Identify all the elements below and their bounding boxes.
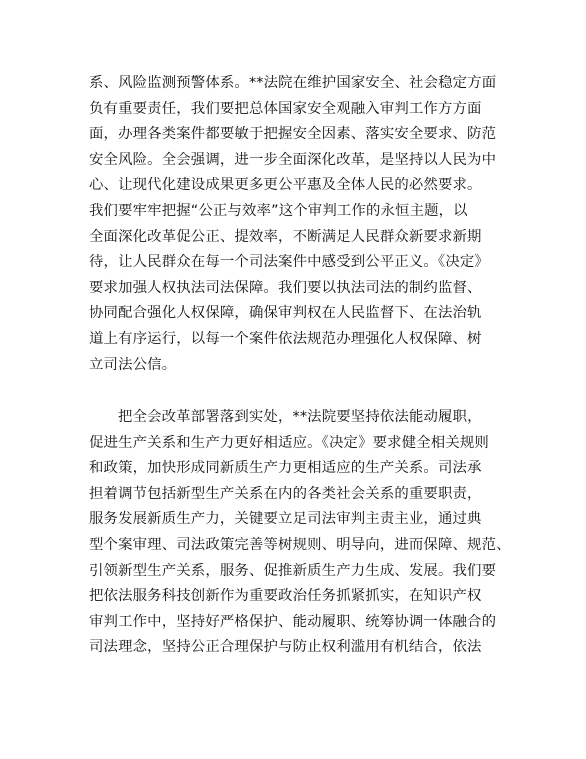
paragraph-line: 要求加强人权执法司法保障。我们要以执法司法的制约监督、 <box>89 279 482 296</box>
paragraph-line: 全面深化改革促公正、提效率，不断满足人民群众新要求新期 <box>89 228 482 245</box>
paragraph-line: 把依法服务科技创新作为重要政治任务抓紧抓实，在知识产权 <box>89 588 482 605</box>
paragraph-line: 担着调节包括新型生产关系在内的各类社会关系的重要职责， <box>89 485 482 502</box>
paragraph-line: 立司法公信。 <box>89 356 177 373</box>
paragraph-line: 我们要牢牢把握“公正与效率”这个审判工作的永恒主题，以 <box>89 202 468 219</box>
paragraph-reform-implementation <box>89 405 511 661</box>
paragraph-line: 系、风险监测预警体系。**法院在维护国家安全、社会稳定方面 <box>89 75 497 91</box>
paragraph-line-indented: 把全会改革部署落到实处，**法院要坚持依法能动履职， <box>118 409 482 425</box>
paragraph-line: 面，办理各类案件都要敏于把握安全因素、落实安全要求、防范 <box>89 126 497 143</box>
paragraph-line: 型个案审理、司法政策完善等树规则、明导向，进而保障、规范、 <box>89 536 511 553</box>
paragraph-line: 和政策，加快形成同新质生产力更相适应的生产关系。司法承 <box>89 460 482 477</box>
paragraph-line: 负有重要责任，我们要把总体国家安全观融入审判工作方方面 <box>89 100 482 117</box>
paragraph-line: 服务发展新质生产力，关键要立足司法审判主责主业，通过典 <box>89 511 482 528</box>
paragraph-line: 待，让人民群众在每一个司法案件中感受到公平正义。《决定》 <box>89 254 489 271</box>
paragraph-line: 促进生产关系和生产力更好相适应。《决定》要求健全相关规则 <box>89 434 489 451</box>
paragraph-line: 引领新型生产关系，服务、促推新质生产力生成、发展。我们要 <box>89 562 497 579</box>
paragraph-line: 审判工作中，坚持好严格保护、能动履职、统筹协调一体融合的 <box>89 613 497 630</box>
paragraph-line: 协同配合强化人权保障，确保审判权在人民监督下、在法治轨 <box>89 305 482 322</box>
paragraph-national-security <box>89 71 501 378</box>
paragraph-line: 司法理念，坚持公正合理保护与防止权利滥用有机结合，依法 <box>89 639 482 656</box>
paragraph-line: 安全风险。全会强调，进一步全面深化改革，是坚持以人民为中 <box>89 151 497 168</box>
paragraph-line: 心、让现代化建设成果更多更公平惠及全体人民的必然要求。 <box>89 177 482 194</box>
paragraph-line: 道上有序运行，以每一个案件依法规范办理强化人权保障、树 <box>89 330 482 347</box>
